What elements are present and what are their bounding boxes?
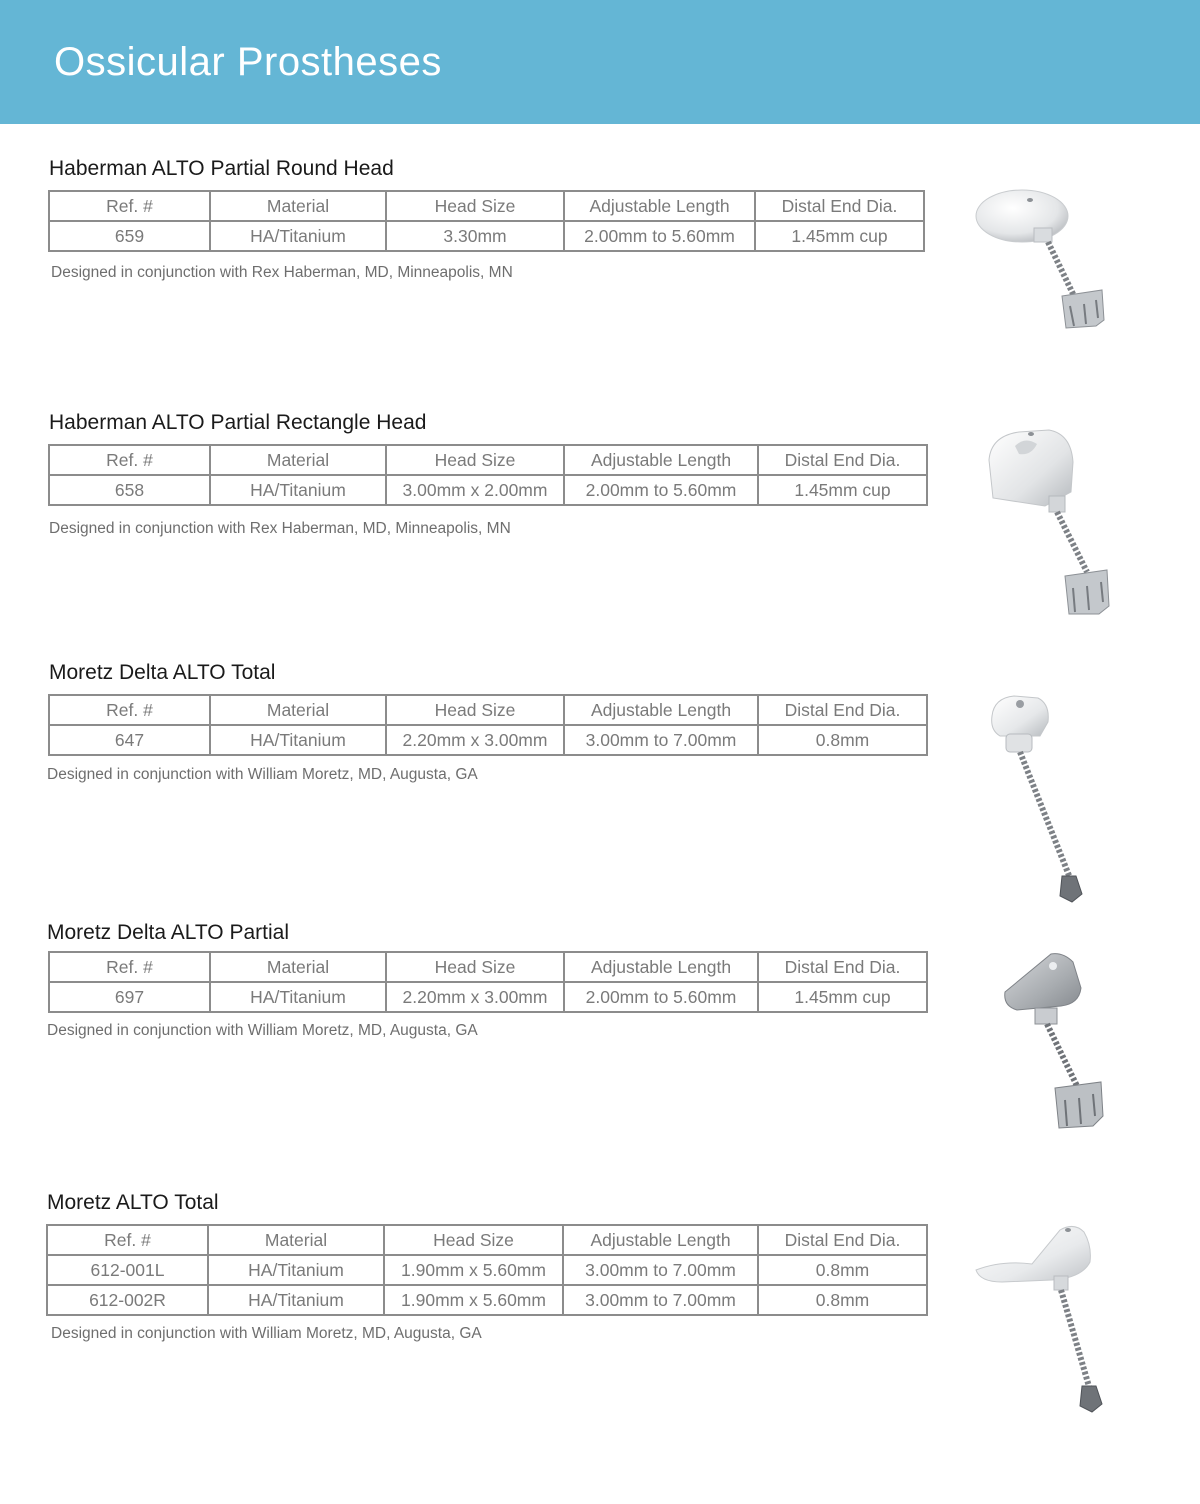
wing-total-prosthesis-image: [972, 1220, 1122, 1420]
delta-partial-prosthesis-image: [995, 948, 1115, 1138]
table-header-row: [47, 1225, 927, 1255]
column-header-head-size: Head Size: [386, 445, 564, 475]
column-header-distal-end: Distal End Dia.: [758, 445, 927, 475]
round-head-prosthesis-image: [970, 178, 1120, 338]
cell-ref: 697: [49, 982, 210, 1012]
column-header-ref: Ref. #: [49, 191, 210, 221]
designer-credit: Designed in conjunction with Rex Haberman, MD, Minneapolis, MN: [49, 520, 511, 537]
table-row: [47, 1285, 927, 1315]
column-header-head-size: Head Size: [384, 1225, 563, 1255]
cell-distal-end: 0.8mm: [758, 725, 927, 755]
cell-distal-end: 1.45mm cup: [755, 221, 924, 251]
table-header-row: [49, 445, 927, 475]
spec-table: [48, 951, 928, 1013]
spec-table: [46, 1224, 928, 1316]
designer-credit: Designed in conjunction with William Moretz, MD, Augusta, GA: [51, 1325, 482, 1342]
cell-ref: 647: [49, 725, 210, 755]
table-row: [49, 982, 927, 1012]
cell-head-size: 2.20mm x 3.00mm: [386, 982, 564, 1012]
column-header-head-size: Head Size: [386, 952, 564, 982]
cell-adjustable-length: 2.00mm to 5.60mm: [564, 982, 758, 1012]
cell-material: HA/Titanium: [208, 1255, 384, 1285]
cell-material: HA/Titanium: [210, 725, 386, 755]
cell-adjustable-length: 2.00mm to 5.60mm: [564, 475, 758, 505]
spec-table: [48, 694, 928, 756]
column-header-head-size: Head Size: [386, 695, 564, 725]
cell-distal-end: 0.8mm: [758, 1255, 927, 1285]
cell-material: HA/Titanium: [208, 1285, 384, 1315]
column-header-distal-end: Distal End Dia.: [758, 952, 927, 982]
cell-ref: 658: [49, 475, 210, 505]
column-header-adjustable-length: Adjustable Length: [564, 952, 758, 982]
column-header-ref: Ref. #: [47, 1225, 208, 1255]
column-header-material: Material: [210, 695, 386, 725]
column-header-material: Material: [210, 445, 386, 475]
column-header-adjustable-length: Adjustable Length: [564, 445, 758, 475]
column-header-distal-end: Distal End Dia.: [755, 191, 924, 221]
column-header-adjustable-length: Adjustable Length: [564, 695, 758, 725]
column-header-ref: Ref. #: [49, 952, 210, 982]
column-header-head-size: Head Size: [386, 191, 564, 221]
cell-distal-end: 1.45mm cup: [758, 982, 927, 1012]
column-header-distal-end: Distal End Dia.: [758, 695, 927, 725]
product-title: Moretz Delta ALTO Total: [49, 661, 276, 684]
page-title: Ossicular Prostheses: [54, 40, 442, 84]
delta-total-prosthesis-image: [980, 690, 1100, 910]
column-header-adjustable-length: Adjustable Length: [564, 191, 755, 221]
cell-material: HA/Titanium: [210, 982, 386, 1012]
cell-material: HA/Titanium: [210, 475, 386, 505]
table-row: [47, 1255, 927, 1285]
cell-distal-end: 1.45mm cup: [758, 475, 927, 505]
designer-credit: Designed in conjunction with Rex Haberman, MD, Minneapolis, MN: [51, 264, 513, 281]
spec-table: [48, 190, 925, 252]
designer-credit: Designed in conjunction with William Moretz, MD, Augusta, GA: [47, 1022, 478, 1039]
cell-adjustable-length: 3.00mm to 7.00mm: [563, 1255, 758, 1285]
column-header-ref: Ref. #: [49, 695, 210, 725]
product-title: Moretz Delta ALTO Partial: [47, 921, 289, 944]
product-title: Haberman ALTO Partial Rectangle Head: [49, 411, 427, 434]
cell-distal-end: 0.8mm: [758, 1285, 927, 1315]
cell-ref: 659: [49, 221, 210, 251]
cell-adjustable-length: 2.00mm to 5.60mm: [564, 221, 755, 251]
cell-ref: 612-001L: [47, 1255, 208, 1285]
column-header-material: Material: [210, 191, 386, 221]
cell-adjustable-length: 3.00mm to 7.00mm: [563, 1285, 758, 1315]
cell-material: HA/Titanium: [210, 221, 386, 251]
header-banner: [0, 0, 1200, 124]
cell-ref: 612-002R: [47, 1285, 208, 1315]
column-header-adjustable-length: Adjustable Length: [563, 1225, 758, 1255]
table-row: [49, 475, 927, 505]
table-row: [49, 725, 927, 755]
table-header-row: [49, 191, 924, 221]
cell-head-size: 2.20mm x 3.00mm: [386, 725, 564, 755]
column-header-material: Material: [208, 1225, 384, 1255]
cell-head-size: 3.00mm x 2.00mm: [386, 475, 564, 505]
product-title: Moretz ALTO Total: [47, 1191, 219, 1214]
cell-head-size: 1.90mm x 5.60mm: [384, 1285, 563, 1315]
cell-adjustable-length: 3.00mm to 7.00mm: [564, 725, 758, 755]
cell-head-size: 1.90mm x 5.60mm: [384, 1255, 563, 1285]
column-header-material: Material: [210, 952, 386, 982]
column-header-ref: Ref. #: [49, 445, 210, 475]
designer-credit: Designed in conjunction with William Moretz, MD, Augusta, GA: [47, 766, 478, 783]
cell-head-size: 3.30mm: [386, 221, 564, 251]
table-header-row: [49, 695, 927, 725]
table-row: [49, 221, 924, 251]
table-header-row: [49, 952, 927, 982]
spec-table: [48, 444, 928, 506]
product-title: Haberman ALTO Partial Round Head: [49, 157, 394, 180]
column-header-distal-end: Distal End Dia.: [758, 1225, 927, 1255]
rectangle-head-prosthesis-image: [975, 422, 1125, 622]
